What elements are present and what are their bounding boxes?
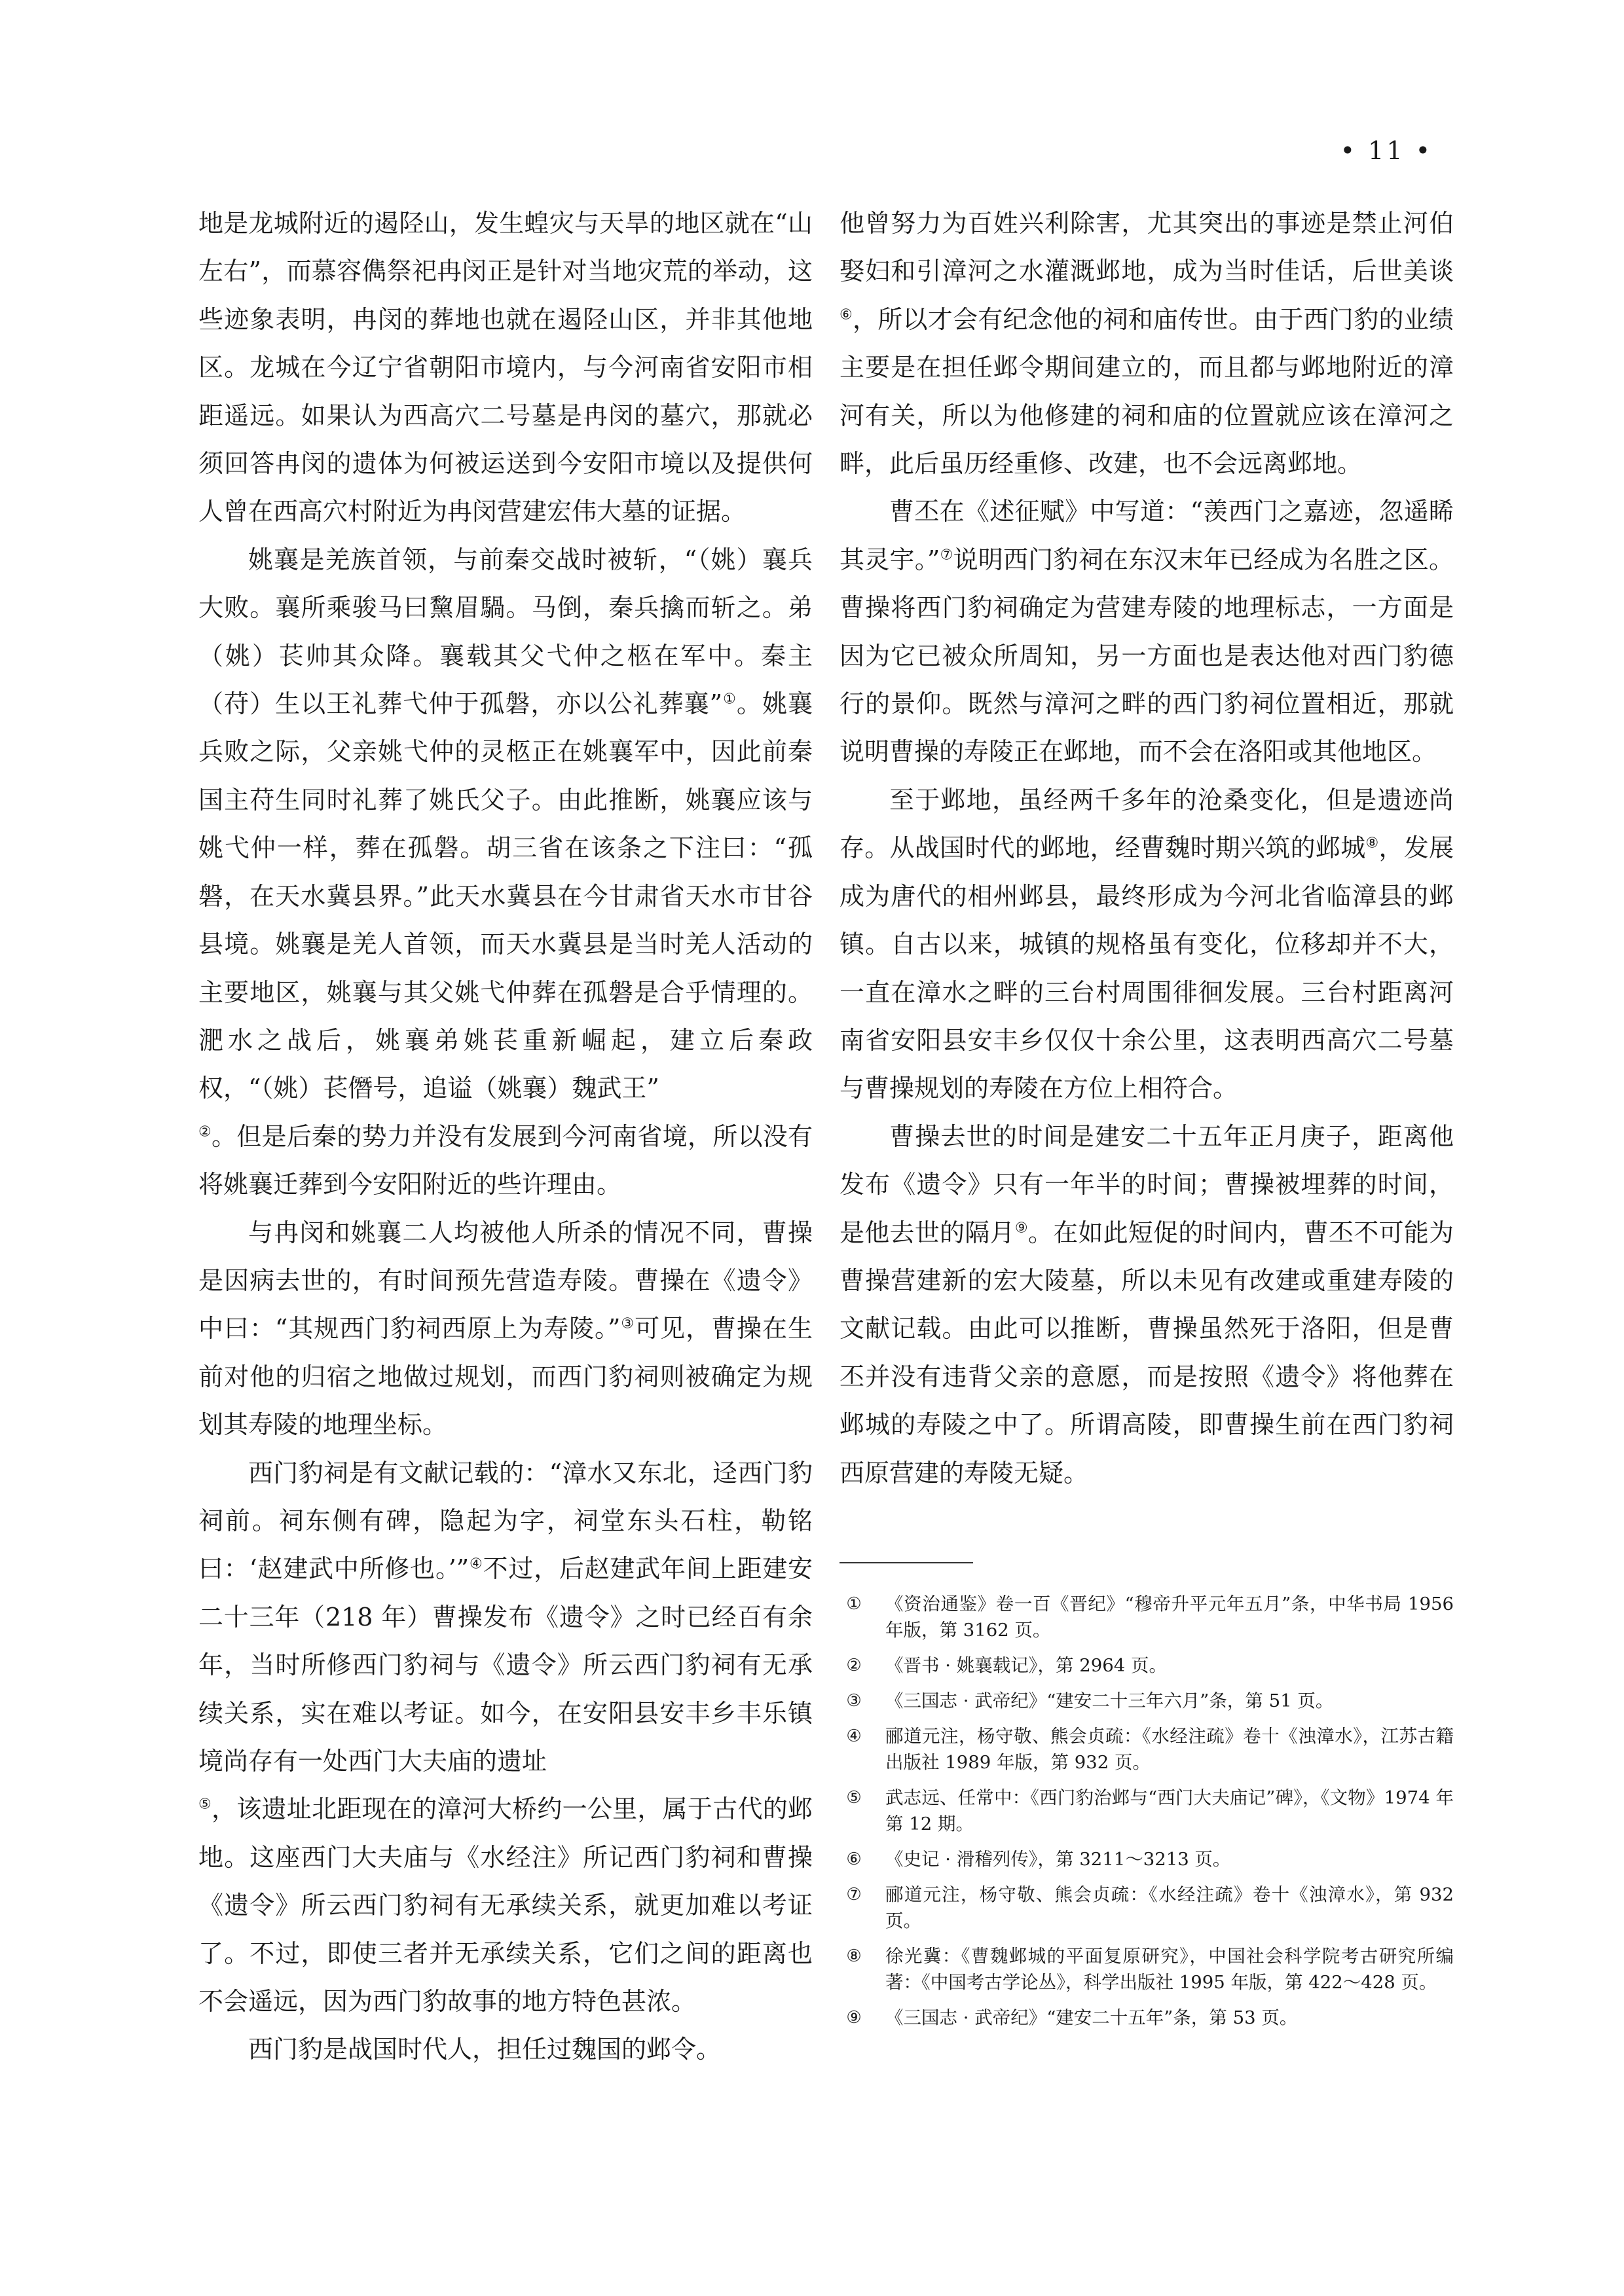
- footnote-divider: [840, 1562, 973, 1563]
- footnote: [840, 1591, 1454, 1643]
- paragraph-text: ，所以才会有纪念他的祠和庙传世。由于西门豹的业绩主要是在担任邺令期间建立的，而且都与邺地附近的漳河有关，所以为他修建的祠和庙的位置就应该在漳河之畔，此后虽历经重修、改建，也不会远离邺地。: [840, 304, 1454, 479]
- footnote-text: 《晋书 · 姚襄载记》，第 2964 页。: [885, 1655, 1167, 1676]
- footnote-text: 《三国志 · 武帝纪》“建安二十三年六月”条，第 51 页。: [885, 1690, 1334, 1711]
- paragraph: [198, 536, 813, 1113]
- paragraph: [198, 200, 813, 536]
- footnote-ref: ⑥: [840, 306, 853, 323]
- footnote: [840, 1882, 1454, 1934]
- footnote-ref: ⑦: [940, 547, 953, 564]
- footnote-text: 《资治通鉴》卷一百《晋纪》“穆帝升平元年五月”条，中华书局 1956 年版，第 3162 页。: [885, 1594, 1454, 1641]
- paragraph-text: 与冉闵和姚襄二人均被他人所杀的情况不同，曹操是因病去世的，有时间预先营造寿陵。曹操在《遗令》中曰：“其规西门豹祠西原上为寿陵。”: [198, 1218, 813, 1343]
- paragraph-text: 。但是后秦的势力并没有发展到今河南省境，所以没有将姚襄迁葬到今安阳附近的些许理由。: [198, 1121, 813, 1199]
- paragraph-text: 曹丕在《述征赋》中写道：“羡西门之嘉迹，忽遥睎其灵宇。”: [840, 497, 1454, 574]
- footnote-mark: ⑥: [846, 1850, 862, 1869]
- paragraph-text: 至于邺地，虽经两千多年的沧桑变化，但是遗迹尚存。从战国时代的邺地，经曹魏时期兴筑的邺城: [840, 785, 1454, 863]
- footnote-ref: ④: [469, 1556, 483, 1573]
- footnote-text: 郦道元注，杨守敬、熊会贞疏：《水经注疏》卷十《浊漳水》，第 932 页。: [885, 1884, 1454, 1931]
- footnote-mark: ②: [846, 1656, 862, 1675]
- paragraph-text: 。在如此短促的时间内，曹丕不可能为曹操营建新的宏大陵墓，所以未见有改建或重建寿陵的文献记载。由此可以推断，曹操虽然死于洛阳，但是曹丕并没有违背父亲的意愿，而是按照《遗令》将他葬在邺城的寿陵之中了。所谓高陵，即曹操生前在西门豹祠西原营建的寿陵无疑。: [840, 1218, 1454, 1487]
- paragraph: [198, 1785, 813, 2026]
- footnote: [840, 1943, 1454, 1995]
- paragraph: [198, 1449, 813, 1786]
- paragraph-text: 曹操去世的时间是建安二十五年正月庚子，距离他发布《遗令》只有一年半的时间；曹操被埋葬的时间，是他去世的隔月: [840, 1121, 1454, 1247]
- footnote: [840, 1723, 1454, 1776]
- footnote-ref: ⑧: [1365, 835, 1379, 852]
- footnote-ref: ③: [620, 1315, 635, 1332]
- left-column: [198, 200, 813, 2074]
- footnote-mark: ③: [846, 1691, 862, 1711]
- footnote-ref: ⑨: [1014, 1219, 1028, 1236]
- paragraph: [840, 776, 1454, 1113]
- footnote-text: 《史记 · 滑稽列传》，第 3211～3213 页。: [885, 1849, 1231, 1870]
- page-number: • 11 •: [1340, 136, 1433, 165]
- paragraph: [198, 2026, 813, 2073]
- paragraph-text: 不过，后赵建武年间上距建安二十三年（218 年）曹操发布《遗令》之时已经百有余年，当时所修西门豹祠与《遗令》所云西门豹祠有无承续关系，实在难以考证。如今，在安阳县安丰乡丰乐镇境尚存有一处西门大夫庙的遗址: [198, 1554, 813, 1776]
- footnote-mark: ⑧: [846, 1946, 862, 1966]
- paragraph-text: 。姚襄兵败之际，父亲姚弋仲的灵柩正在姚襄军中，因此前秦国主苻生同时礼葬了姚氏父子。由此推断，姚襄应该与姚弋仲一样，葬在孤磐。胡三省在该条之下注曰：“孤磐，在天水冀县界。”此天水冀县在今甘肃省天水市甘谷县境。姚襄是羌人首领，而天水冀县是当时羌人活动的主要地区，姚襄与其父姚弋仲葬在孤磐是合乎情理的。淝水之战后，姚襄弟姚苌重新崛起，建立后秦政权，“（姚）苌僭号，追谥（姚襄）魏武王”: [198, 689, 813, 1103]
- footnote: [840, 1785, 1454, 1837]
- paragraph-text: 姚襄是羌族首领，与前秦交战时被斩，“（姚）襄兵大败。襄所乘骏马曰黧眉騧。马倒，秦兵擒而斩之。弟（姚）苌帅其众降。襄载其父弋仲之柩在军中。秦主（苻）生以王礼葬弋仲于孤磐，亦以公礼葬襄”: [198, 545, 813, 719]
- footnote: [840, 2005, 1454, 2031]
- footnote-mark: ④: [846, 1726, 862, 1746]
- footnote-text: 《三国志 · 武帝纪》“建安二十五年”条，第 53 页。: [885, 2007, 1298, 2028]
- footnotes: [840, 1591, 1454, 2040]
- footnote: [840, 1846, 1454, 1872]
- footnote-text: 徐光冀：《曹魏邺城的平面复原研究》，中国社会科学院考古研究所编著：《中国考古学论丛》，科学出版社 1995 年版，第 422～428 页。: [885, 1946, 1454, 1993]
- paragraph-text: ，该遗址北距现在的漳河大桥约一公里，属于古代的邺地。这座西门大夫庙与《水经注》所记西门豹祠和曹操《遗令》所云西门豹祠有无承续关系，就更加难以考证了。不过，即使三者并无承续关系，它们之间的距离也不会遥远，因为西门豹故事的地方特色甚浓。: [198, 1795, 813, 2016]
- footnote-ref: ②: [198, 1123, 212, 1140]
- paragraph: [840, 1113, 1454, 1497]
- paragraph: [840, 488, 1454, 776]
- footnote-ref: ①: [722, 691, 737, 708]
- footnote-mark: ⑦: [846, 1885, 862, 1904]
- footnote-mark: ⑤: [846, 1788, 862, 1808]
- footnote-text: 武志远、任常中：《西门豹治邺与“西门大夫庙记”碑》，《文物》1974 年第 12 期。: [885, 1787, 1454, 1834]
- footnote-ref: ⑤: [198, 1796, 212, 1813]
- paragraph-text: 说明西门豹祠在东汉末年已经成为名胜之区。曹操将西门豹祠确定为营建寿陵的地理标志，一方面是因为它已被众所周知，另一方面也是表达他对西门豹德行的景仰。既然与漳河之畔的西门豹祠位置相近，那就说明曹操的寿陵正在邺地，而不会在洛阳或其他地区。: [840, 545, 1454, 767]
- right-column: [840, 200, 1454, 1497]
- footnote: [840, 1688, 1454, 1714]
- paragraph-text: 可见，曹操在生前对他的归宿之地做过规划，而西门豹祠则被确定为规划其寿陵的地理坐标。: [198, 1314, 813, 1440]
- paragraph-text: ，发展成为唐代的相州邺县，最终形成为今河北省临漳县的邺镇。自古以来，城镇的规格虽有变化，位移却并不大，一直在漳水之畔的三台村周围徘徊发展。三台村距离河南省安阳县安丰乡仅仅十余公里，这表明西高穴二号墓与曹操规划的寿陵在方位上相符合。: [840, 833, 1454, 1103]
- paragraph-text: 西门豹祠是有文献记载的：“漳水又东北，迳西门豹祠前。祠东侧有碑，隐起为字，祠堂东头石柱，勒铭曰：‘赵建武中所修也。’”: [198, 1458, 813, 1584]
- footnote-mark: ①: [846, 1594, 862, 1614]
- footnote: [840, 1652, 1454, 1679]
- footnote-text: 郦道元注，杨守敬、熊会贞疏：《水经注疏》卷十《浊漳水》，江苏古籍出版社 1989 年版，第 932 页。: [885, 1726, 1454, 1773]
- paragraph-text: 地是龙城附近的遏陉山，发生蝗灾与天旱的地区就在“山左右”，而慕容儁祭祀冉闵正是针对当地灾荒的举动，这些迹象表明，冉闵的葬地也就在遏陉山区，并非其他地区。龙城在今辽宁省朝阳市境内，与今河南省安阳市相距遥远。如果认为西高穴二号墓是冉闵的墓穴，那就必须回答冉闵的遗体为何被运送到今安阳市境以及提供何人曾在西高穴村附近为冉闵营建宏伟大墓的证据。: [198, 209, 813, 526]
- footnote-mark: ⑨: [846, 2008, 862, 2028]
- paragraph-text: 他曾努力为百姓兴利除害，尤其突出的事迹是禁止河伯娶妇和引漳河之水灌溉邺地，成为当时佳话，后世美谈: [840, 209, 1454, 286]
- paragraph: [840, 200, 1454, 488]
- paragraph: [198, 1209, 813, 1449]
- paragraph-text: 西门豹是战国时代人，担任过魏国的邺令。: [248, 2035, 722, 2064]
- paragraph: [198, 1113, 813, 1209]
